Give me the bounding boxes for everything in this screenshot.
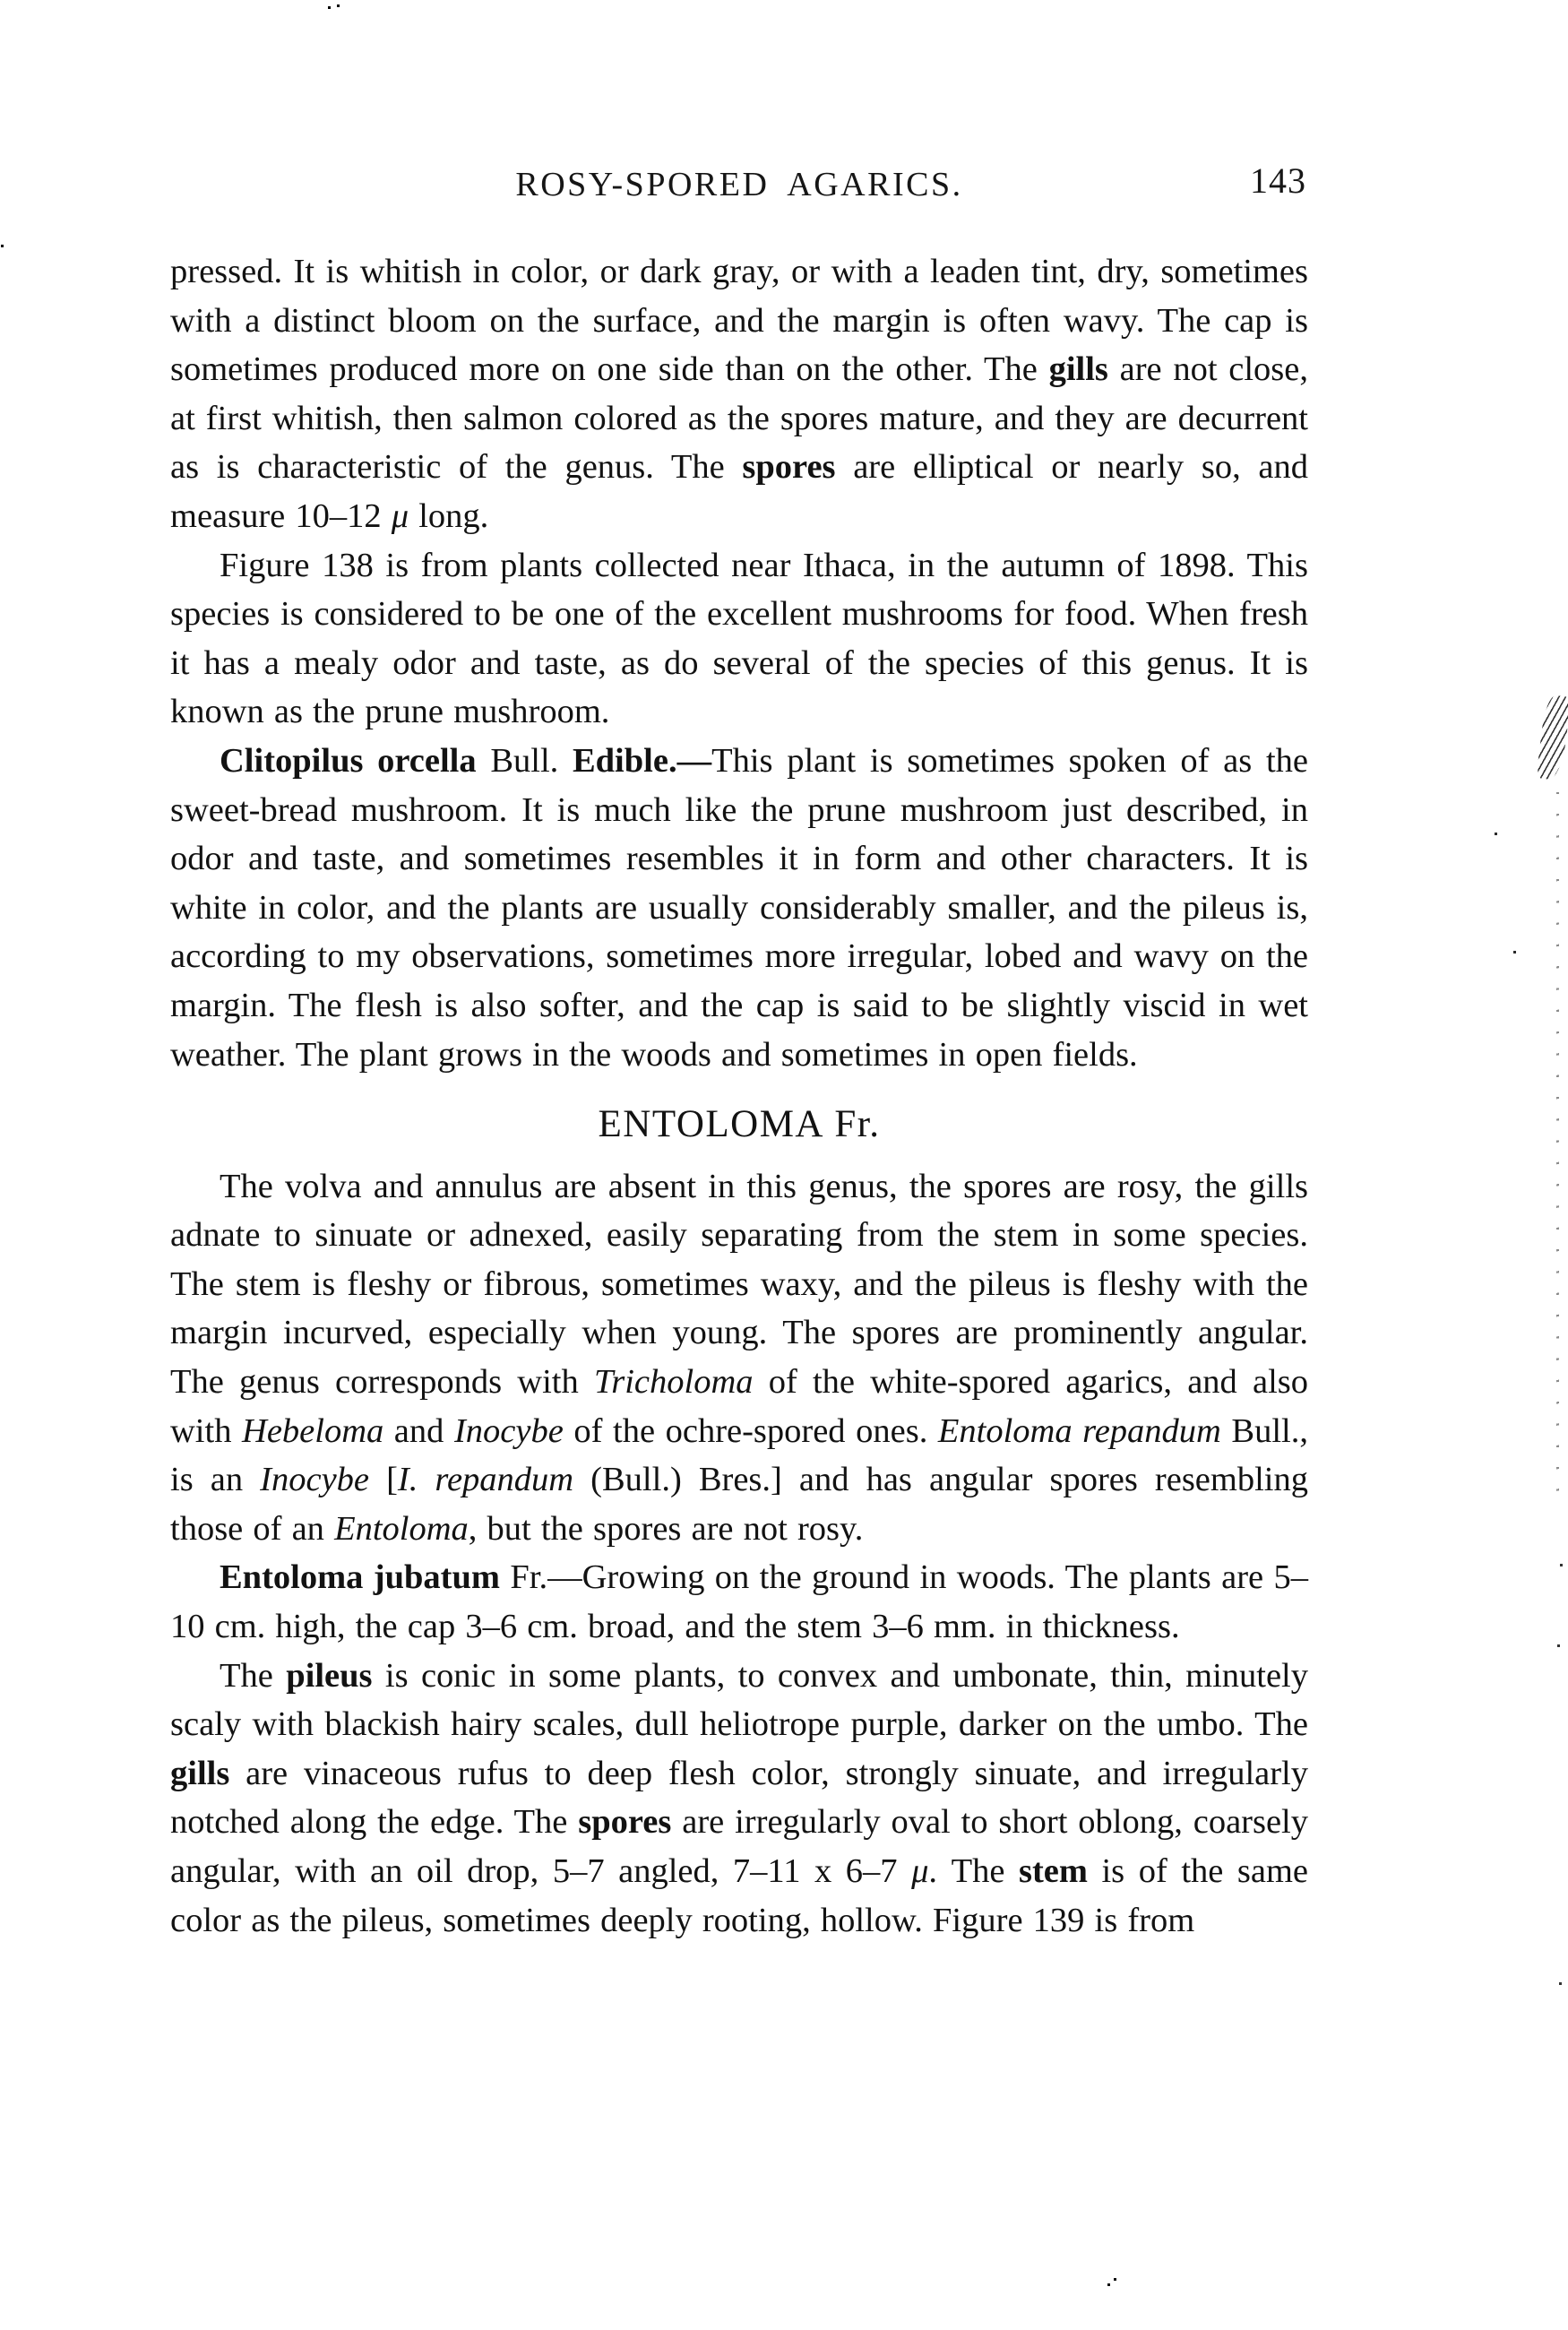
- text-run: of the ochre-spored ones.: [563, 1411, 938, 1450]
- text-run-italic: μ: [391, 496, 409, 535]
- scan-artifact-speck-column: [1556, 792, 1559, 1491]
- text-run-bold: spores: [742, 448, 836, 487]
- text-run: are not close, at first whitish, then salmon colored as the spores mature, and they are decurrent as is characteristic of the genus. The: [170, 350, 1308, 487]
- text-run: Bull.: [476, 741, 573, 780]
- paragraph: [170, 737, 1308, 1079]
- text-run: . The: [928, 1852, 1019, 1890]
- text-run-bold: pileus: [286, 1656, 373, 1695]
- text-run-italic: I. repandum: [397, 1461, 574, 1499]
- text-run: pressed. It is whitish in color, or dark gray, or with a leaden tint, dry, sometimes with a distinct bloom on the surface, and the margin is often wavy. The cap is sometimes produced more on one side than on the other. The: [170, 253, 1308, 389]
- text-run: Bull., is an: [170, 1411, 1309, 1499]
- text-run: is conic in some plants, to convex and umbonate, thin, minutely scaly with blackish hairy scales, dull heliotrope purple, darker on the umbo. The: [170, 1656, 1309, 1744]
- scan-artifact-squiggle: [1536, 695, 1568, 781]
- text-run-bold: Clitopilus orcella: [220, 741, 477, 780]
- paragraph: [170, 1652, 1308, 1946]
- paragraph: [170, 541, 1308, 737]
- text-run: of the white-spored agarics, and also with: [170, 1363, 1309, 1450]
- text-run-italic: μ: [911, 1852, 929, 1890]
- running-header: [170, 160, 1308, 210]
- text-run-italic: Inocybe: [260, 1461, 369, 1499]
- text-run: are elliptical or nearly so, and measure 10–12: [170, 448, 1308, 535]
- text-run: is of the same color as the pileus, sometimes deeply rooting, hollow. Figure 139 is from: [170, 1852, 1308, 1939]
- text-run: , but the spores are not rosy.: [468, 1509, 864, 1548]
- text-run: This plant is sometimes spoken of as the sweet-bread mushroom. It is much like the prune mushroom just described, in odor and taste, and sometimes resembles it in form and other characters. It is white in color, and the plants are usually considerably smaller, and the pileus is, according to my observations, sometimes more irregular, lobed and wavy on the margin. The flesh is also softer, and the cap is said to be slightly viscid in wet weather. The plant grows in the woods and sometimes in open fields.: [170, 741, 1308, 1074]
- text-run-bold: stem: [1018, 1852, 1088, 1890]
- scan-artifact-specks: [0, 0, 3, 3]
- text-run: (Bull.) Bres.] and has angular spores resembling those of an: [170, 1461, 1308, 1548]
- text-run-italic: Hebeloma: [242, 1411, 384, 1450]
- text-run: and: [383, 1411, 454, 1450]
- text-run-italic: Entoloma repandum: [937, 1411, 1221, 1450]
- text-run-italic: Entoloma: [334, 1509, 469, 1548]
- text-run-bold: gills: [170, 1754, 230, 1792]
- text-run-bold: Entoloma jubatum: [220, 1558, 500, 1597]
- text-run: The: [220, 1656, 287, 1695]
- text-run: The volva and annulus are absent in this genus, the spores are rosy, the gills adnate to sinuate or adnexed, easily separating from the stem in some species. The stem is fleshy or fibrous, sometimes waxy, and the pileus is fleshy with the margin incurved, especially when young. The spores are prominently angular. The genus corresponds with: [170, 1167, 1308, 1402]
- text-run: Figure 138 is from plants collected near Ithaca, in the autumn of 1898. This species is considered to be one of the excellent mushrooms for food. When fresh it has a mealy odor and taste, as do several of the species of this genus. It is known as the prune mushroom.: [170, 546, 1308, 731]
- page-body: [170, 247, 1308, 1945]
- text-run-bold: spores: [578, 1803, 672, 1842]
- text-run: are irregularly oval to short oblong, coarsely angular, with an oil drop, 5–7 angled, 7–11 x 6–7: [170, 1803, 1309, 1890]
- text-run-italic: Tricholoma: [593, 1363, 754, 1402]
- section-heading: ENTOLOMA Fr.: [598, 1103, 881, 1146]
- text-run-bold: Edible.—: [572, 741, 712, 780]
- paragraph: [170, 1553, 1308, 1651]
- text-run: [: [369, 1461, 398, 1499]
- text-run-italic: Inocybe: [453, 1411, 564, 1450]
- text-run: are vinaceous rufus to deep flesh color, strongly sinuate, and irregularly notched along the edge. The: [170, 1754, 1308, 1842]
- text-run: long.: [409, 496, 489, 535]
- paragraph: [170, 1162, 1308, 1554]
- text-run: Fr.—Growing on the ground in woods. The plants are 5–10 cm. high, the cap 3–6 cm. broad, and the stem 3–6 mm. in thickness.: [170, 1558, 1308, 1646]
- page-number: 143: [1250, 160, 1306, 201]
- text-run-bold: gills: [1048, 350, 1108, 389]
- paragraph: [170, 247, 1308, 541]
- running-header-title: ROSY-SPORED AGARICS.: [515, 166, 963, 203]
